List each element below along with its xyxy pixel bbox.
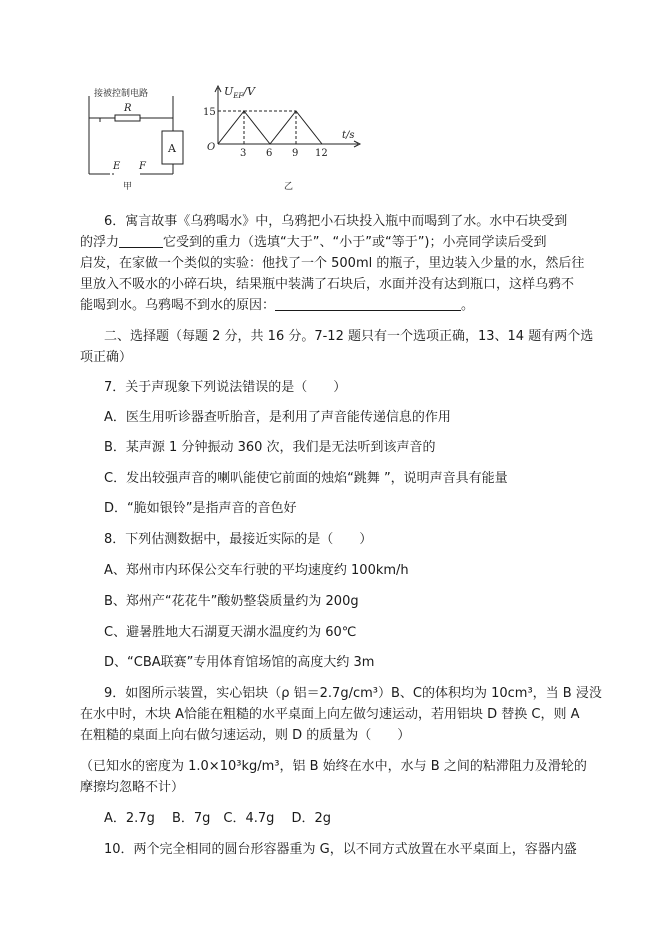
graph-x-tick: 12 bbox=[315, 148, 328, 159]
graph-triangle-wave bbox=[218, 111, 322, 144]
graph-x-label: t/s bbox=[342, 130, 355, 141]
q6-line bbox=[80, 296, 600, 316]
q7-option: B．某声源 1 分钟振动 360 次，我们是无法听到该声音的 bbox=[104, 440, 436, 455]
q9-line: 9．如图所示装置，实心铝块（ρ 铝＝2.7g/cm³）B、C的体积均为 10cm³，当 B 浸没 bbox=[104, 686, 602, 701]
q10-line: 10．两个完全相同的圆台形容器重为 G，以不同方式放置在水平桌面上，容器内盛 bbox=[104, 842, 577, 857]
q7-option: C．发出较强声音的喇叭能使它前面的烛焰“跳舞 ”，说明声音具有能量 bbox=[104, 471, 508, 486]
q6-text: 它受到的重力（选填“大于”、“小于”或“等于”)；小亮同学读后受到 bbox=[163, 235, 547, 250]
resistor-label: R bbox=[124, 103, 132, 114]
graph-x-tick: 9 bbox=[292, 148, 299, 159]
q8-option: B、郑州产“花花牛”酸奶整袋质量约为 200g bbox=[104, 594, 359, 609]
meter-label: A bbox=[168, 142, 176, 155]
q6-line: 启发，在家做一个类似的实验：他找了一个 500ml 的瓶子，里边装入少量的水，然后往 bbox=[80, 256, 585, 271]
q9-line: 摩擦均忽略不计） bbox=[80, 780, 185, 795]
q9-line: 在粗糙的桌面上向右做匀速运动，则 D 的质量为（ ） bbox=[80, 728, 411, 743]
q6-line: 6．寓言故事《乌鸦喝水》中，乌鸦把小石块投入瓶中而喝到了水。水中石块受到 bbox=[104, 214, 568, 229]
terminal-f: F bbox=[139, 161, 146, 172]
section-heading: 项正确） bbox=[80, 350, 133, 365]
q7-stem: 7．关于声现象下列说法错误的是（ ） bbox=[104, 380, 347, 395]
graph-y-tick: 15 bbox=[203, 107, 216, 118]
q6-text: 。 bbox=[461, 298, 475, 313]
section-heading: 二、选择题（每题 2 分，共 16 分。7-12 题只有一个选项正确，13、14 题有两个选 bbox=[104, 329, 594, 344]
circuit-diagram bbox=[89, 96, 183, 174]
graph-caption: 乙 bbox=[284, 182, 294, 192]
q7-option: D．“脆如银铃”是指声音的音色好 bbox=[104, 501, 297, 516]
q6-text: 的浮力 bbox=[80, 235, 120, 250]
graph-x-tick: 3 bbox=[240, 148, 247, 159]
q6-line: 里放入不吸水的小碎石块，结果瓶中装满了石块后，水面并没有达到瓶口，这样乌鸦不 bbox=[80, 277, 575, 292]
circuit-caption: 甲 bbox=[123, 182, 133, 192]
terminal-e: E bbox=[113, 161, 121, 172]
circuit-title: 接被控制电路 bbox=[94, 89, 149, 99]
graph-x-tick: 6 bbox=[266, 148, 273, 159]
figure-svg bbox=[80, 82, 370, 194]
q8-option: D、“CBA联赛”专用体育馆场馆的高度大约 3m bbox=[104, 655, 375, 670]
graph-y-label: $U_{EF}/V$ bbox=[224, 85, 255, 100]
q6-text: 能喝到水。乌鸦喝不到水的原因： bbox=[80, 298, 276, 313]
q9-options: A．2.7g B．7g C．4.7g D．2g bbox=[104, 811, 332, 826]
resistor-symbol bbox=[115, 115, 140, 121]
q7-option: A．医生用听诊器查听胎音，是利用了声音能传递信息的作用 bbox=[104, 410, 451, 425]
q9-line: 在水中时，木块 A恰能在粗糙的水平桌面上向左做匀速运动，若用铝块 D 替换 C，则 A bbox=[80, 707, 580, 722]
q8-stem: 8．下列估测数据中，最接近实际的是（ ） bbox=[104, 532, 373, 547]
q6-blank-reason[interactable] bbox=[275, 296, 461, 311]
q8-option: A、郑州市内环保公交车行驶的平均速度约 100km/h bbox=[104, 563, 409, 578]
graph-origin: O bbox=[207, 142, 216, 153]
q6-blank-buoyancy[interactable] bbox=[119, 233, 163, 248]
figure-area bbox=[80, 82, 370, 194]
q9-line: （已知水的密度为 1.0×10³kg/m³，铝 B 始终在水中，水与 B 之间的粘滞阻力及滑轮的 bbox=[80, 759, 587, 774]
q8-option: C、避暑胜地大石湖夏天湖水温度约为 60℃ bbox=[104, 625, 357, 640]
q6-line bbox=[80, 233, 600, 253]
